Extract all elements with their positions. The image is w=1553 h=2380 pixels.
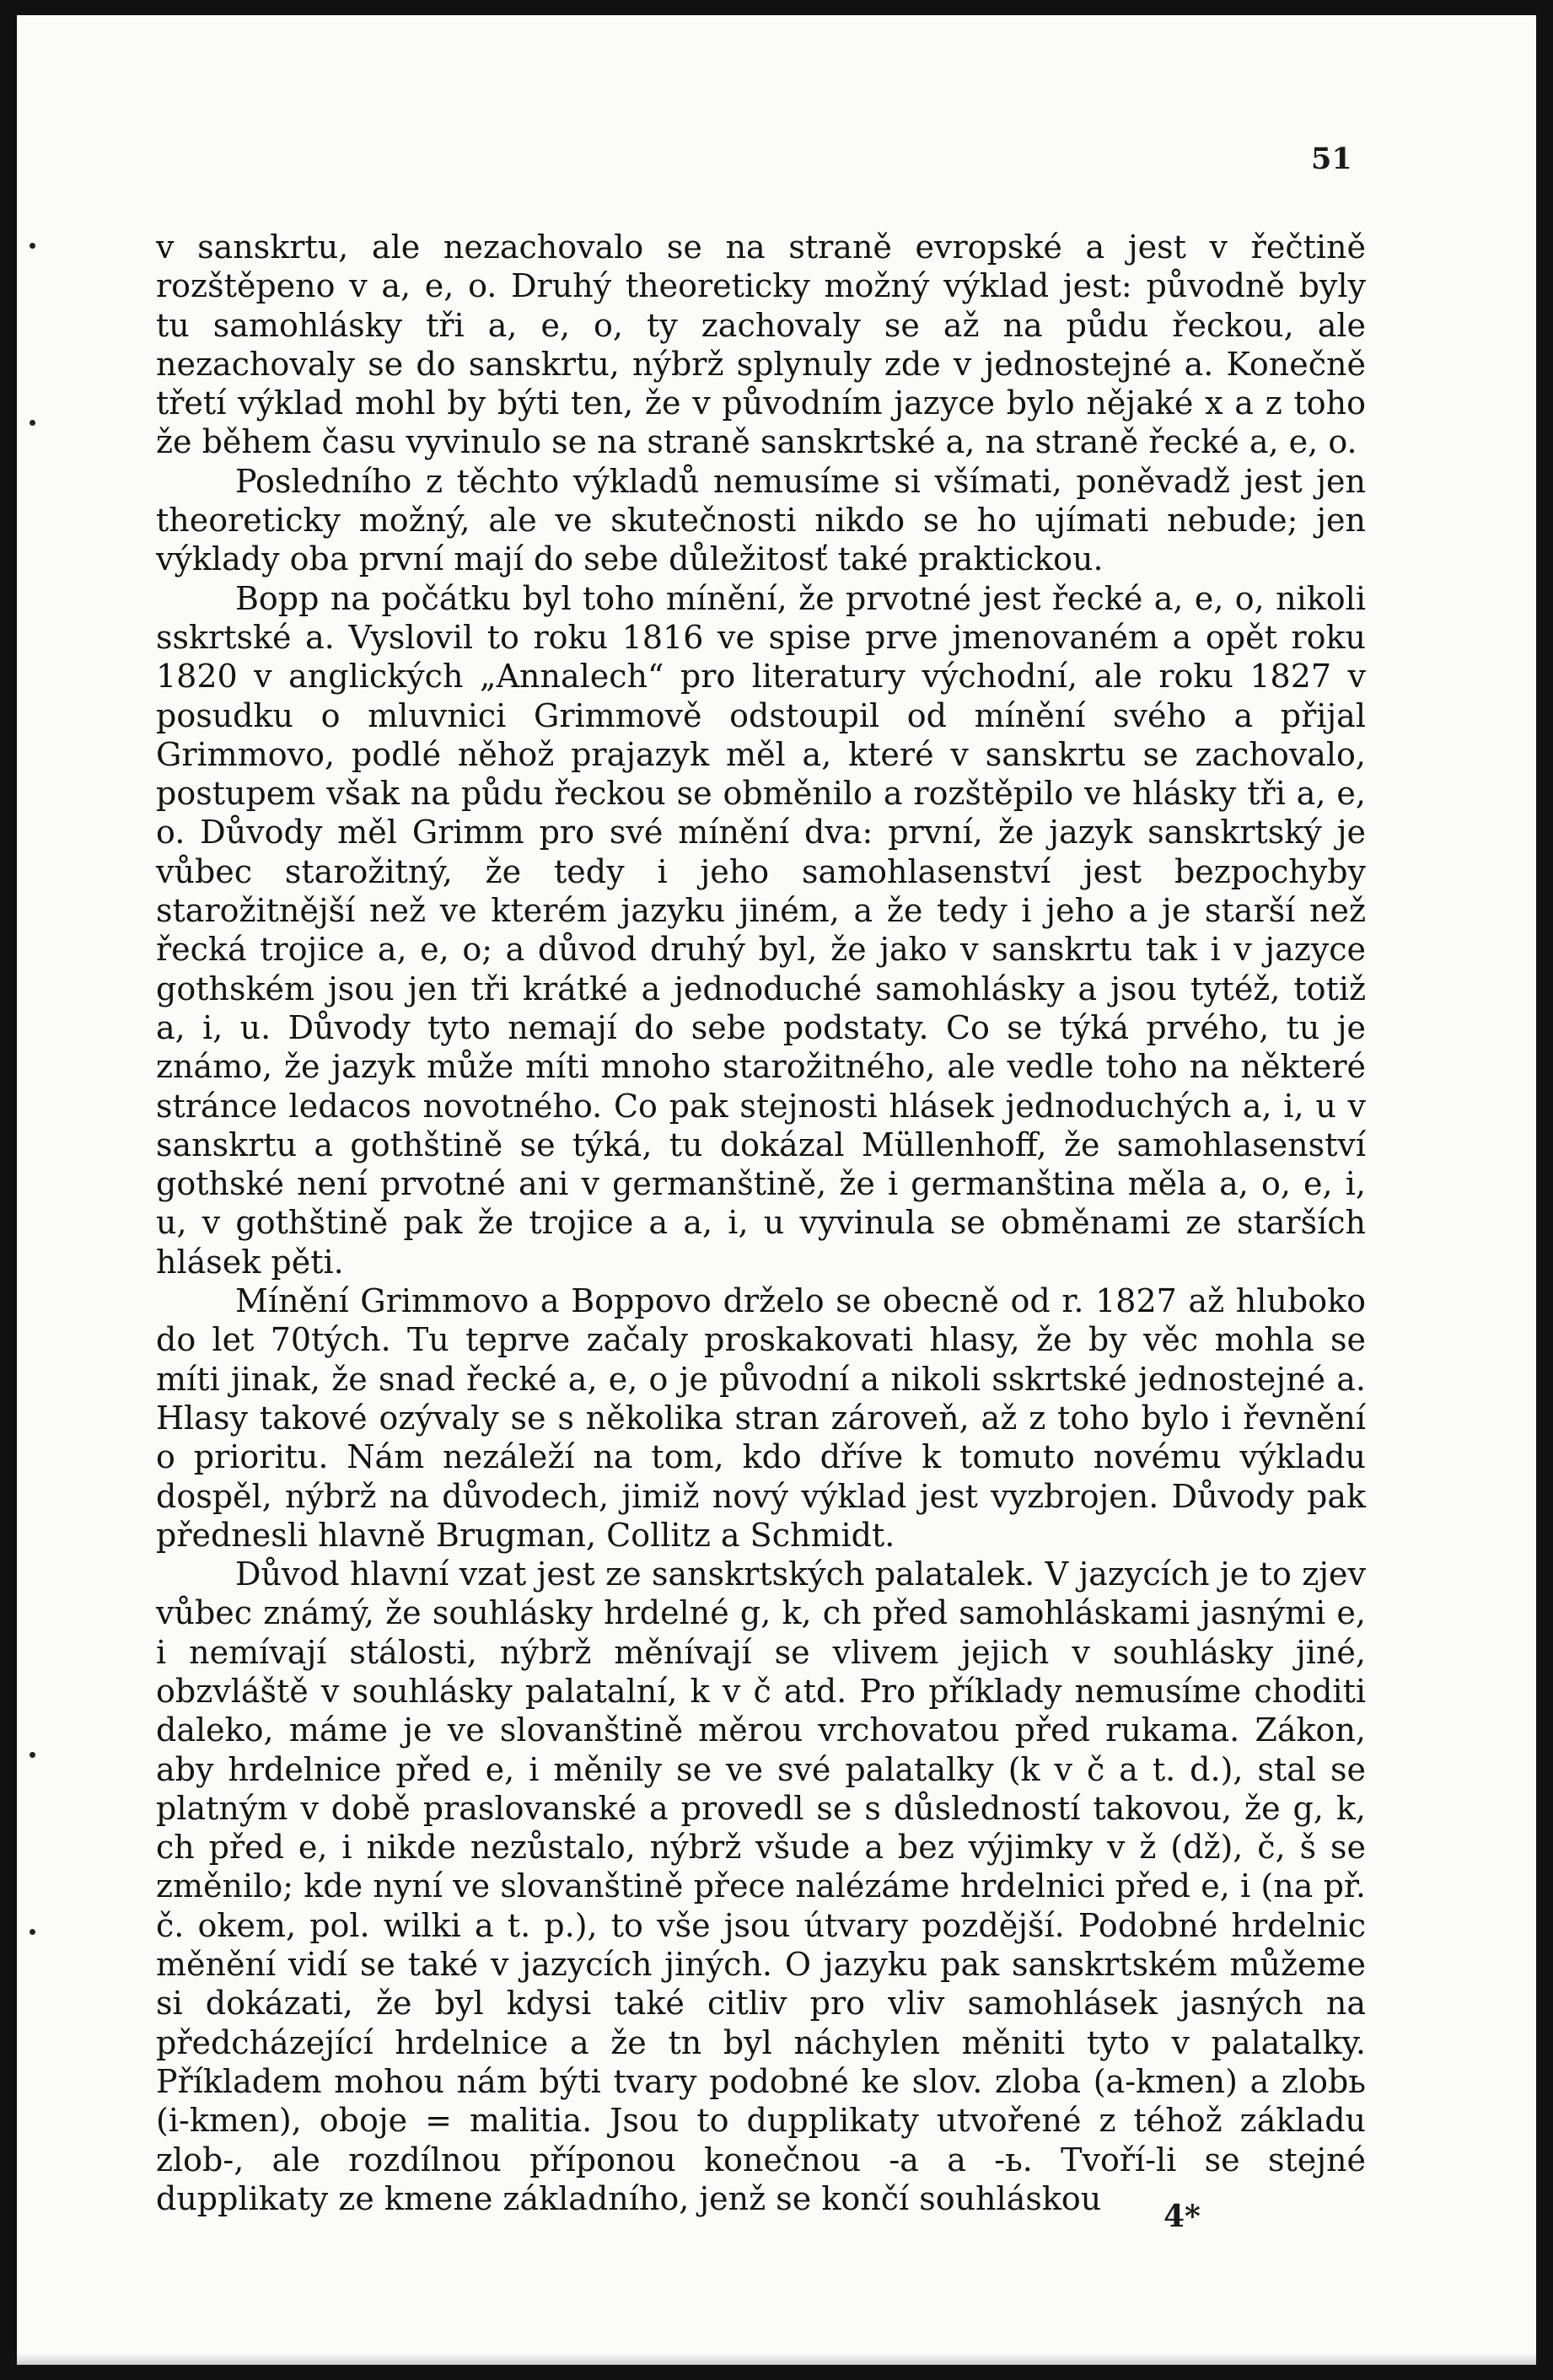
page-number: 51	[1311, 142, 1352, 176]
scan-speck	[30, 1752, 35, 1758]
paragraph-2: Posledního z těchto výkladů nemusíme si všímati, poněvadž jest jen theoreticky možný, ale ve skutečnosti nikdo se ho ujímati nebude; jen výklady oba první mají do sebe důležitosť také praktickou.	[156, 462, 1366, 578]
bottom-shadow	[17, 2353, 1536, 2365]
book-page	[17, 15, 1536, 2365]
paragraph-5: Důvod hlavní vzat jest ze sanskrtských palatalek. V jazycích je to zjev vůbec známý, že souhlásky hrdelné g, k, ch před samohláskami jasnými e, i nemívají stálosti, nýbrž měnívají se vlivem jejich v souhlásky jiné, obzvláště v souhlásky palatalní, k v č atd. Pro příklady nemusíme choditi daleko, máme je ve slovanštině měrou vrchovatou před rukama. Zákon, aby hrdelnice před e, i měnily se ve své palatalky (k v č a t. d.), stal se platným v době praslovanské a provedl se s důsledností takovou, že g, k, ch před e, i nikde nezůstalo, nýbrž všude a bez výjimky v ž (dž), č, š se změnilo; kde nyní ve slovanštině přece nalézáme hrdelnici před e, i (na př. č. okem, pol. wilki a t. p.), to vše jsou útvary pozdější. Podobné hrdelnic měnění vidí se také v jazycích jiných. O jazyku pak sanskrtském můžeme si dokázati, že byl kdysi také citliv pro vliv samohlásek jasných na předcházející hrdelnice a že tn byl náchylen měniti tyto v palatalky. Příkladem mohou nám býti tvary podobné ke slov. zloba (a-kmen) a zlobь (i-kmen), oboje = malitia. Jsou to dupplikaty utvořené z téhož základu zlob-, ale rozdílnou příponou konečnou -a a -ь. Tvoří-li se stejné dupplikaty ze kmene základního, jenž se končí souhláskou	[156, 1555, 1366, 2217]
scan-speck	[30, 243, 35, 249]
signature-mark: 4*	[1163, 2199, 1201, 2234]
body-text	[156, 228, 1366, 2218]
paragraph-3: Bopp na počátku byl toho mínění, že prvotné jest řecké a, e, o, nikoli sskrtské a. Vyslovil to roku 1816 ve spise prve jmenovaném a opět roku 1820 v anglických „Annalech“ pro literatury východní, ale roku 1827 v posudku o mluvnici Grimmově odstoupil od mínění svého a přijal Grimmovo, podlé něhož prajazyk měl a, které v sanskrtu se zachovalo, postupem však na půdu řeckou se obměnilo a rozštěpilo ve hlásky tři a, e, o. Důvody měl Grimm pro své mínění dva: první, že jazyk sanskrtský je vůbec starožitný, že tedy i jeho samohlasenství jest bezpochyby starožitnější než ve kterém jazyku jiném, a že tedy i jeho a je starší než řecká trojice a, e, o; a důvod druhý byl, že jako v sanskrtu tak i v jazyce gothském jsou jen tři krátké a jednoduché samohlásky a jsou tytéž, totiž a, i, u. Důvody tyto nemají do sebe podstaty. Co se týká prvého, tu je známo, že jazyk může míti mnoho starožitného, ale vedle toho na některé stránce ledacos novotného. Co pak stejnosti hlásek jednoduchých a, i, u v sanskrtu a gothštině se týká, tu dokázal Müllenhoff, že samohlasenství gothské není prvotné ani v germanštině, že i germanština měla a, o, e, i, u, v gothštině pak že trojice a a, i, u vyvinula se obměnami ze starších hlásek pěti.	[156, 579, 1366, 1281]
scan-speck	[30, 1929, 35, 1935]
scan-speck	[30, 420, 35, 426]
paragraph-4: Mínění Grimmovo a Boppovo drželo se obecně od r. 1827 až hluboko do let 70tých. Tu teprve začaly proskakovati hlasy, že by věc mohla se míti jinak, že snad řecké a, e, o je původní a nikoli sskrtské jednostejné a. Hlasy takové ozývaly se s několika stran zároveň, až z toho bylo i řevnění o prioritu. Nám nezáleží na tom, kdo dříve k tomuto novému výkladu dospěl, nýbrž na důvodech, jimiž nový výklad jest vyzbrojen. Důvody pak přednesli hlavně Brugman, Collitz a Schmidt.	[156, 1282, 1366, 1554]
paragraph-1: v sanskrtu, ale nezachovalo se na straně evropské a jest v řečtině rozštěpeno v a, e, o. Druhý theoreticky možný výklad jest: původně byly tu samohlásky tři a, e, o, ty zachovaly se až na půdu řeckou, ale nezachovaly se do sanskrtu, nýbrž splynuly zde v jednostejné a. Konečně třetí výklad mohl by býti ten, že v původním jazyce bylo nějaké x a z toho že během času vyvinulo se na straně sanskrtské a, na straně řecké a, e, o.	[156, 228, 1366, 461]
